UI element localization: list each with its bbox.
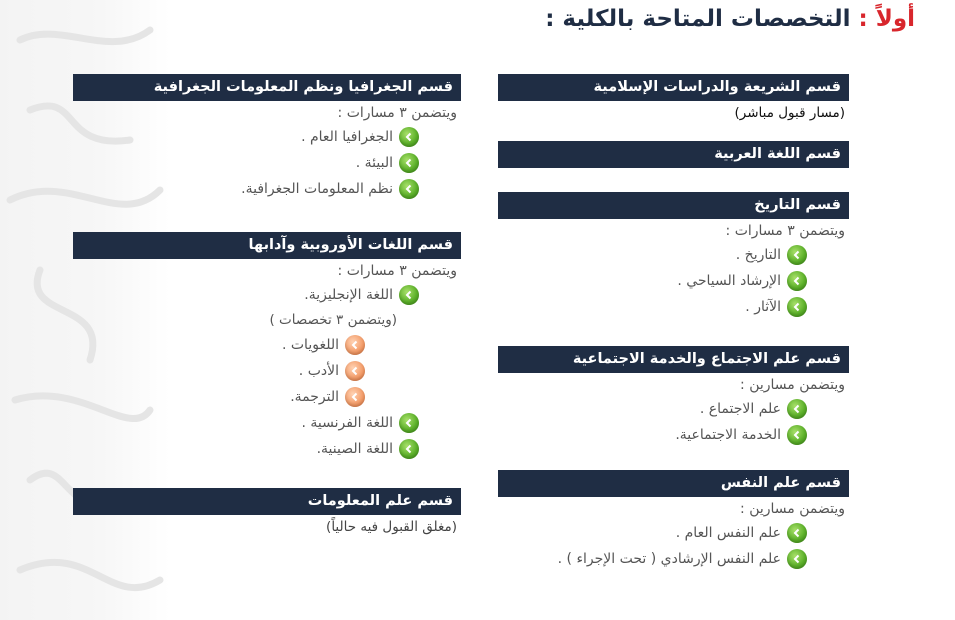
list-item-label: علم الاجتماع . bbox=[699, 401, 781, 417]
section-intro-history: ويتضمن ٣ مسارات : bbox=[725, 223, 845, 239]
green-chevron-bullet-icon bbox=[399, 285, 419, 305]
list-item bbox=[498, 396, 849, 422]
page-title bbox=[545, 6, 915, 32]
list-item bbox=[498, 422, 849, 448]
right-column bbox=[498, 74, 849, 590]
list-item bbox=[73, 332, 461, 358]
list-item-label: علم النفس العام . bbox=[675, 525, 781, 541]
section-sharia bbox=[498, 74, 849, 123]
list-languages bbox=[73, 282, 461, 308]
page-title-lead: أولاً : bbox=[858, 6, 915, 32]
green-chevron-bullet-icon bbox=[399, 439, 419, 459]
section-intro-sociology: ويتضمن مسارين : bbox=[740, 377, 845, 393]
english-subnote: (ويتضمن ٣ تخصصات ) bbox=[269, 312, 397, 328]
list-item bbox=[73, 176, 461, 202]
section-title-geography: قسم الجغرافيا ونظم المعلومات الجغرافية bbox=[73, 74, 461, 101]
green-chevron-bullet-icon bbox=[787, 271, 807, 291]
section-history bbox=[498, 192, 849, 320]
list-item-label: اللغة الإنجليزية. bbox=[304, 287, 393, 303]
list-item bbox=[73, 384, 461, 410]
section-intro-psychology: ويتضمن مسارين : bbox=[740, 501, 845, 517]
list-item bbox=[73, 124, 461, 150]
list-item bbox=[73, 410, 461, 436]
list-item-label: التاريخ . bbox=[735, 247, 781, 263]
list-item-label: الترجمة. bbox=[290, 389, 339, 405]
list-item-label: الإرشاد السياحي . bbox=[677, 273, 781, 289]
list-item bbox=[73, 150, 461, 176]
list-item-label: نظم المعلومات الجغرافية. bbox=[241, 181, 393, 197]
green-chevron-bullet-icon bbox=[787, 549, 807, 569]
green-chevron-bullet-icon bbox=[787, 297, 807, 317]
list-item-label: الخدمة الاجتماعية. bbox=[675, 427, 781, 443]
orange-chevron-bullet-icon bbox=[345, 335, 365, 355]
section-languages bbox=[73, 232, 461, 462]
list-psychology bbox=[498, 520, 849, 572]
list-item bbox=[498, 520, 849, 546]
section-note-infoscience: (مغلق القبول فيه حالياً) bbox=[326, 519, 457, 535]
list-history bbox=[498, 242, 849, 320]
green-chevron-bullet-icon bbox=[787, 399, 807, 419]
green-chevron-bullet-icon bbox=[787, 245, 807, 265]
list-item-label: اللغة الصينية. bbox=[316, 441, 393, 457]
list-sociology bbox=[498, 396, 849, 448]
list-geography bbox=[73, 124, 461, 202]
left-column bbox=[73, 74, 461, 555]
section-title-arabic: قسم اللغة العربية bbox=[498, 141, 849, 168]
orange-chevron-bullet-icon bbox=[345, 361, 365, 381]
list-item bbox=[73, 358, 461, 384]
list-item bbox=[73, 282, 461, 308]
list-item-label: الجغرافيا العام . bbox=[301, 129, 393, 145]
green-chevron-bullet-icon bbox=[399, 413, 419, 433]
list-english-specialties bbox=[73, 332, 461, 410]
list-item-label: الأدب . bbox=[298, 363, 339, 379]
section-title-infoscience: قسم علم المعلومات bbox=[73, 488, 461, 515]
list-item bbox=[498, 242, 849, 268]
green-chevron-bullet-icon bbox=[399, 153, 419, 173]
list-languages-more bbox=[73, 410, 461, 462]
section-title-languages: قسم اللغات الأوروبية وآدابها bbox=[73, 232, 461, 259]
list-item-label: علم النفس الإرشادي ( تحت الإجراء ) . bbox=[557, 551, 781, 567]
section-sociology bbox=[498, 346, 849, 448]
green-chevron-bullet-icon bbox=[787, 523, 807, 543]
list-item-label: اللغويات . bbox=[281, 337, 339, 353]
section-intro-geography: ويتضمن ٣ مسارات : bbox=[337, 105, 457, 121]
section-title-history: قسم التاريخ bbox=[498, 192, 849, 219]
list-item bbox=[498, 294, 849, 320]
list-item-label: البيئة . bbox=[355, 155, 393, 171]
green-chevron-bullet-icon bbox=[787, 425, 807, 445]
section-title-sociology: قسم علم الاجتماع والخدمة الاجتماعية bbox=[498, 346, 849, 373]
section-title-sharia: قسم الشريعة والدراسات الإسلامية bbox=[498, 74, 849, 101]
green-chevron-bullet-icon bbox=[399, 127, 419, 147]
green-chevron-bullet-icon bbox=[399, 179, 419, 199]
list-item-label: اللغة الفرنسية . bbox=[301, 415, 393, 431]
section-title-psychology: قسم علم النفس bbox=[498, 470, 849, 497]
list-item bbox=[498, 546, 849, 572]
page-title-text: التخصصات المتاحة بالكلية : bbox=[545, 6, 851, 32]
section-arabic bbox=[498, 141, 849, 168]
section-infoscience bbox=[73, 488, 461, 537]
section-intro-languages: ويتضمن ٣ مسارات : bbox=[337, 263, 457, 279]
list-item-label: الآثار . bbox=[745, 299, 781, 315]
orange-chevron-bullet-icon bbox=[345, 387, 365, 407]
list-item bbox=[498, 268, 849, 294]
list-item bbox=[73, 436, 461, 462]
section-geography bbox=[73, 74, 461, 202]
section-note-sharia: (مسار قبول مباشر) bbox=[734, 105, 845, 121]
section-psychology bbox=[498, 470, 849, 572]
